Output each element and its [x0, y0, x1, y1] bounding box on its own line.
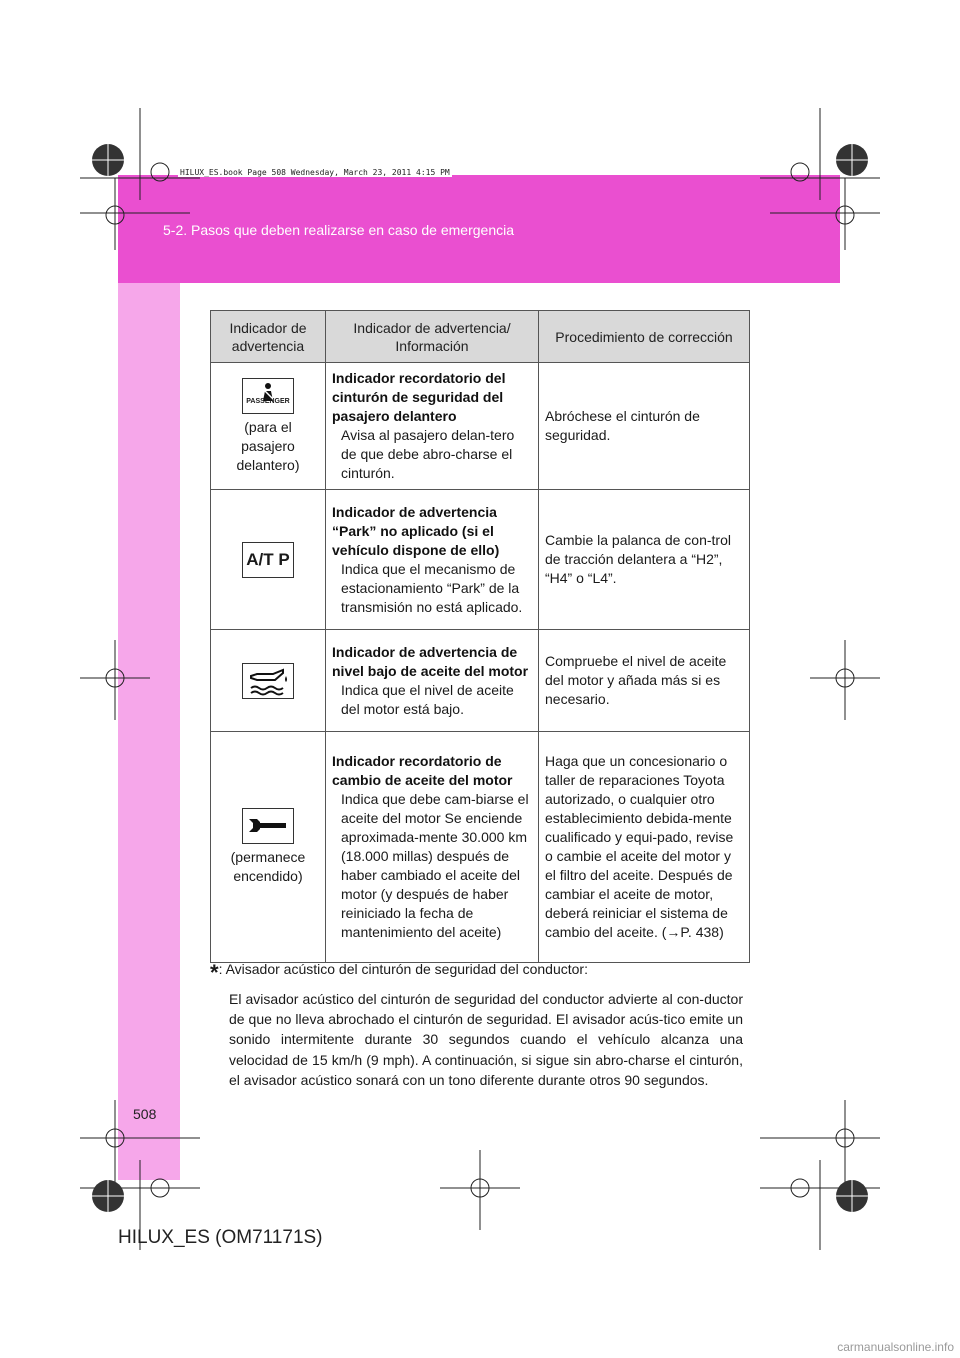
indicator-caption: (permanece encendido) [230, 849, 306, 884]
table-row [211, 490, 750, 630]
low-oil-level-icon [242, 663, 294, 699]
footnote-heading [210, 960, 760, 986]
indicator-description: Avisa al pasajero delan-tero de que debe abro-charse el cinturón. [341, 427, 515, 481]
indicator-title: Indicador de advertencia “Park” no aplicado (si el vehículo dispone de ello) [332, 503, 500, 558]
table-header-row [211, 311, 750, 363]
indicator-cell [211, 363, 326, 490]
indicator-title: Indicador recordatorio del cinturón de seguridad del pasajero delantero [332, 370, 506, 424]
indicator-description: Indica que debe cam-biarse el aceite del motor Se enciende aproximada-mente 30.000 km (18.000 millas) después de haber cambiado el aceite del motor (y después de haber reiniciado la fecha de mantenimiento del aceite) [341, 791, 529, 940]
passenger-seatbelt-icon [242, 378, 294, 414]
indicator-cell [211, 490, 326, 630]
indicator-caption: (para el pasajero delantero) [236, 418, 300, 473]
page-number: 508 [133, 1106, 157, 1122]
procedure-cell: Compruebe el nivel de aceite del motor y añada más si es necesario. [539, 630, 750, 732]
table-row [211, 732, 750, 963]
wrench-icon [242, 808, 294, 844]
watermark: carmanualsonline.info [837, 1340, 954, 1354]
section-title: 5-2. Pasos que deben realizarse en caso de emergencia [163, 222, 514, 238]
footnote-body: El avisador acústico del cinturón de seguridad del conductor advierte al con-ductor de que no lleva abrochado el cinturón de seguridad. El avisador acús-tico emite un sonido intermitente durante 30 segundos cuando el vehículo alcanza una velocidad de 15 km/h (9 mph). A continuación, si sigue sin abro-charse el cinturón, el avisador acústico sonará con un tono diferente durante otros 90 segundos. [229, 991, 743, 1088]
procedure-cell: Haga que un concesionario o taller de reparaciones Toyota autorizado, o cualquier otro establecimiento debida-mente cualificado y equi-pado, revise o cambie el aceite del motor y el filtro del aceite. Después de cambiar el aceite de motor, deberá reiniciar el sistema de cambio del aceite. (→P. 438) [539, 732, 750, 963]
book-stamp: HILUX_ES.book Page 508 Wednesday, March 23, 2011 4:15 PM [180, 168, 450, 177]
info-cell [326, 732, 539, 963]
indicator-cell [211, 732, 326, 963]
procedure-cell: Abróchese el cinturón de seguridad. [539, 363, 750, 490]
warning-indicator-table [210, 310, 750, 963]
at-park-icon [242, 542, 294, 578]
procedure-cell: Cambie la palanca de con-trol de tracción delantera a “H2”, “H4” o “L4”. [539, 490, 750, 630]
footnote-heading-text: : Avisador acústico del cinturón de seguridad del conductor: [218, 961, 588, 977]
info-cell [326, 630, 539, 732]
footnote-marker: * [210, 960, 219, 985]
info-cell [326, 363, 539, 490]
table-row [211, 630, 750, 732]
column-header: Procedimiento de corrección [539, 311, 750, 363]
footer-model: HILUX_ES (OM71171S) [118, 1227, 323, 1248]
indicator-description: Indica que el nivel de aceite del motor está bajo. [341, 681, 514, 717]
indicator-description: Indica que el mecanismo de estacionamiento “Park” de la transmisión no está aplicado. [341, 560, 523, 615]
indicator-title: Indicador de advertencia de nivel bajo de aceite del motor [332, 643, 529, 679]
icon-text: A/T P [246, 549, 290, 569]
column-header: Indicador de advertencia/ Información [326, 311, 539, 363]
indicator-title: Indicador recordatorio de cambio de aceite del motor [332, 753, 513, 788]
info-cell [326, 490, 539, 630]
table-row [211, 363, 750, 490]
icon-text: PASSENGER [246, 397, 290, 405]
indicator-cell [211, 630, 326, 732]
column-header: Indicador de advertencia [211, 311, 326, 363]
